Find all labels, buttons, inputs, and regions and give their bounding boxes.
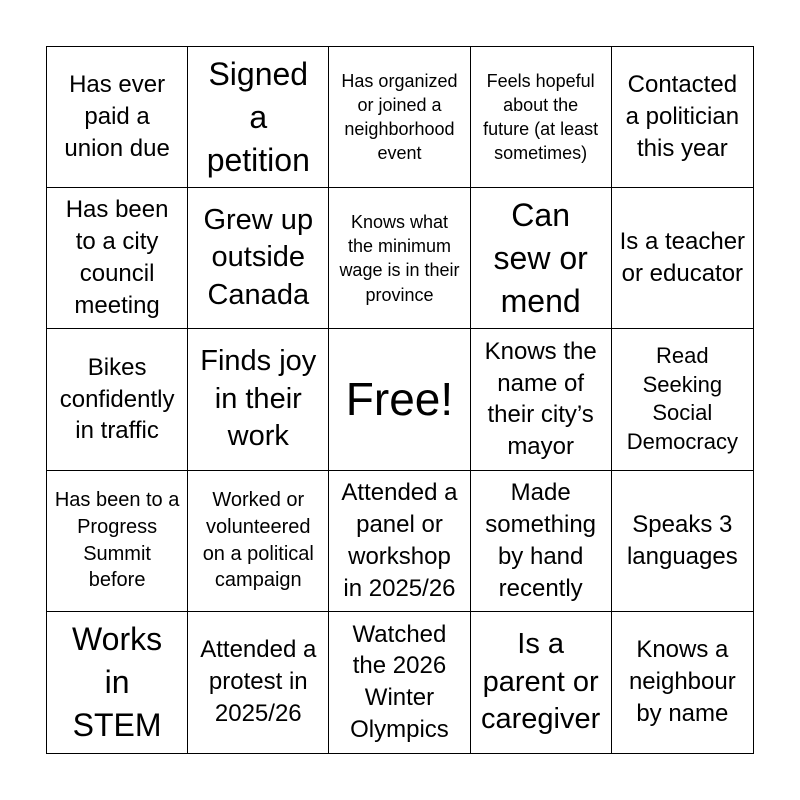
bingo-cell[interactable] — [329, 188, 470, 329]
cell-text: Grew up outside Canada — [203, 203, 314, 312]
bingo-cell[interactable] — [612, 329, 753, 470]
cell-text: Bikes confidently in traffic — [59, 353, 175, 445]
bingo-cell[interactable] — [329, 47, 470, 188]
cell-text: Signed a petition — [206, 55, 310, 178]
cell-text: Knows the name of their city’s mayor — [484, 337, 597, 461]
cell-text: Works in STEM — [72, 621, 163, 743]
cell-text: Worked or volunteered on a political campaign — [202, 489, 314, 592]
bingo-cell[interactable] — [471, 47, 612, 188]
cell-text: Watched the 2026 Winter Olympics — [350, 620, 449, 744]
bingo-cell[interactable] — [188, 329, 329, 470]
bingo-cell[interactable] — [612, 188, 753, 329]
bingo-board — [46, 46, 754, 754]
cell-text: Has organized or joined a neighborhood event — [341, 70, 458, 164]
cell-text: Has ever paid a union due — [64, 71, 170, 163]
bingo-cell[interactable] — [47, 188, 188, 329]
cell-text: Knows what the minimum wage is in their province — [339, 211, 460, 305]
cell-text: Has been to a city council meeting — [65, 196, 169, 320]
cell-text: Made something by hand recently — [485, 478, 597, 602]
cell-text: Speaks 3 languages — [626, 510, 738, 570]
bingo-cell[interactable] — [47, 47, 188, 188]
cell-text: Free! — [345, 373, 454, 426]
cell-text: Contacted a politician this year — [625, 71, 740, 163]
cell-text: Finds joy in their work — [200, 344, 317, 453]
bingo-cell[interactable] — [612, 471, 753, 612]
cell-text: Feels hopeful about the future (at least sometimes) — [483, 70, 599, 164]
bingo-cell[interactable] — [47, 329, 188, 470]
cell-text: Knows a neighbour by name — [628, 636, 736, 728]
cell-text: Attended a protest in 2025/26 — [200, 636, 317, 728]
bingo-cell[interactable] — [47, 471, 188, 612]
bingo-cell[interactable] — [188, 188, 329, 329]
bingo-cell[interactable] — [188, 471, 329, 612]
bingo-cell[interactable] — [612, 612, 753, 753]
bingo-cell[interactable] — [188, 47, 329, 188]
bingo-cell[interactable] — [471, 612, 612, 753]
bingo-cell[interactable] — [612, 47, 753, 188]
bingo-cell[interactable] — [329, 471, 470, 612]
bingo-cell[interactable] — [471, 471, 612, 612]
bingo-cell[interactable] — [329, 612, 470, 753]
cell-text: Attended a panel or workshop in 2025/26 — [341, 478, 458, 602]
cell-text: Is a parent or caregiver — [481, 627, 601, 736]
cell-text: Has been to a Progress Summit before — [54, 489, 180, 592]
bingo-cell[interactable] — [471, 329, 612, 470]
cell-text: Read Seeking Social Democracy — [626, 343, 738, 455]
free-space[interactable] — [329, 329, 470, 470]
bingo-cell[interactable] — [471, 188, 612, 329]
cell-text: Is a teacher or educator — [619, 228, 746, 288]
cell-text: Can sew or mend — [493, 196, 588, 319]
bingo-cell[interactable] — [188, 612, 329, 753]
bingo-cell[interactable] — [47, 612, 188, 753]
